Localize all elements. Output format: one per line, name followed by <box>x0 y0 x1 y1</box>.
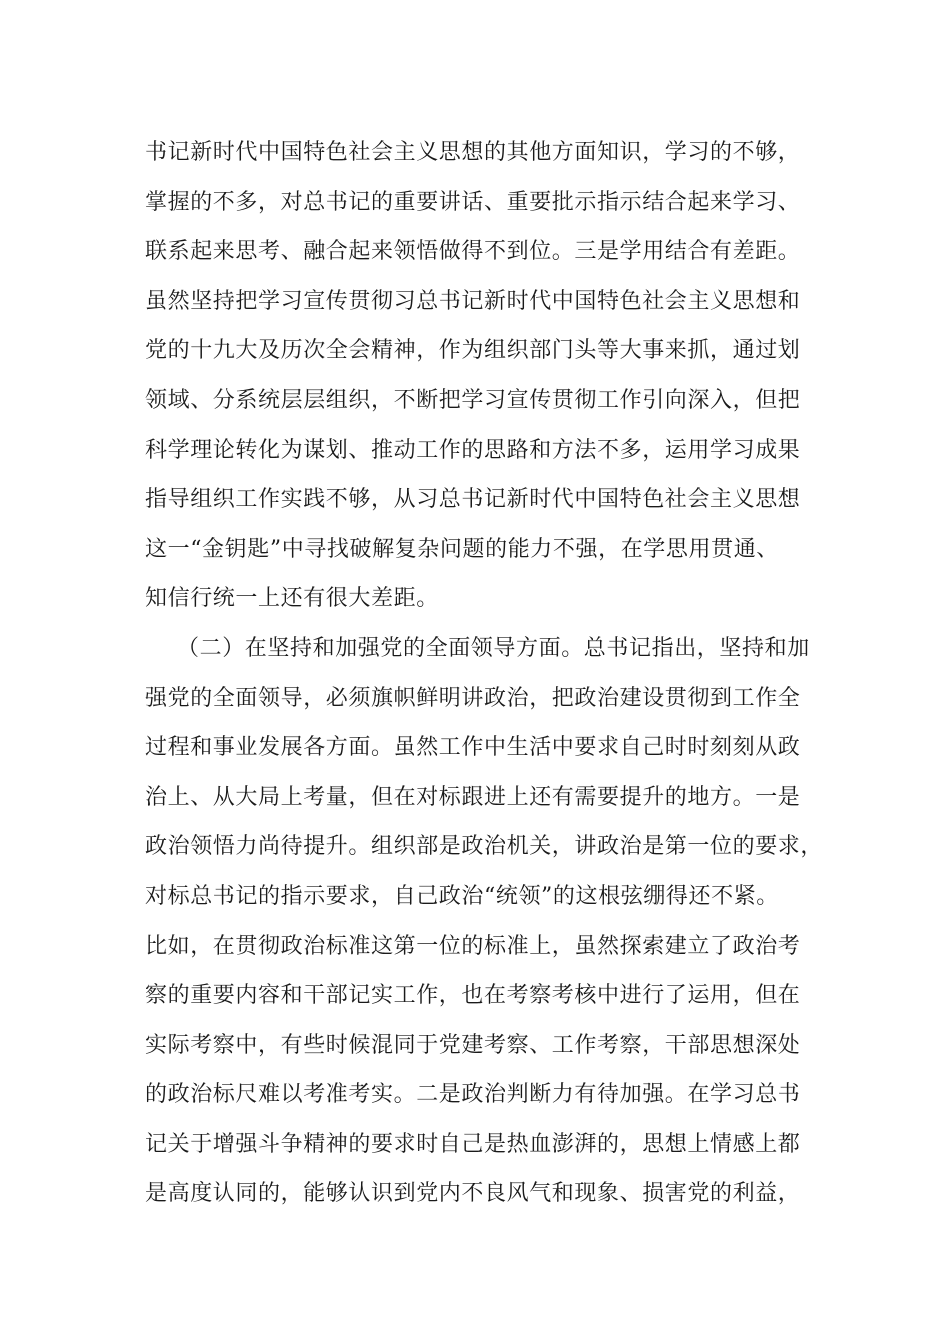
text-line: 党的十九大及历次全会精神，作为组织部门头等大事来抓，通过划 <box>145 338 801 364</box>
text-line: 领域、分系统层层组织，不断把学习宣传贯彻工作引向深入，但把 <box>145 387 801 413</box>
text-line: 比如，在贯彻政治标准这第一位的标准上，虽然探索建立了政治考 <box>145 933 801 959</box>
body-text <box>145 128 825 1219</box>
text-line: 政治领悟力尚待提升。组织部是政治机关，讲政治是第一位的要求， <box>145 834 824 860</box>
text-line: 治上、从大局上考量，但在对标跟进上还有需要提升的地方。一是 <box>145 784 801 810</box>
text-line: 指导组织工作实践不够，从习总书记新时代中国特色社会主义思想 <box>145 487 801 513</box>
text-line: 掌握的不多，对总书记的重要讲话、重要批示指示结合起来学习、 <box>145 189 801 215</box>
text-line: 的政治标尺难以考准考实。二是政治判断力有待加强。在学习总书 <box>145 1082 801 1108</box>
text-line: 强党的全面领导，必须旗帜鲜明讲政治，把政治建设贯彻到工作全 <box>145 685 801 711</box>
text-line: 对标总书记的指示要求，自己政治“统领”的这根弦绷得还不紧。 <box>145 883 779 909</box>
text-line: 科学理论转化为谋划、推动工作的思路和方法不多，运用学习成果 <box>145 437 801 463</box>
text-line: 这一“金钥匙”中寻找破解复杂问题的能力不强，在学思用贯通、 <box>145 536 779 562</box>
text-line: 是高度认同的，能够认识到党内不良风气和现象、损害党的利益， <box>145 1181 801 1207</box>
text-line: 虽然坚持把学习宣传贯彻习总书记新时代中国特色社会主义思想和 <box>145 288 801 314</box>
text-line: 过程和事业发展各方面。虽然工作中生活中要求自己时时刻刻从政 <box>145 735 801 761</box>
text-line: 实际考察中，有些时候混同于党建考察、工作考察，干部思想深处 <box>145 1032 801 1058</box>
text-line: 书记新时代中国特色社会主义思想的其他方面知识，学习的不够， <box>145 140 801 165</box>
text-line: 知信行统一上还有很大差距。 <box>145 586 439 612</box>
text-line: 联系起来思考、融合起来领悟做得不到位。三是学用结合有差距。 <box>145 239 801 265</box>
text-line: 记关于增强斗争精神的要求时自己是热血澎湃的，思想上情感上都 <box>145 1131 801 1157</box>
text-line: 察的重要内容和干部记实工作，也在考察考核中进行了运用，但在 <box>145 983 801 1009</box>
section-heading-line: （二）在坚持和加强党的全面领导方面。总书记指出，坚持和加 <box>177 635 810 661</box>
